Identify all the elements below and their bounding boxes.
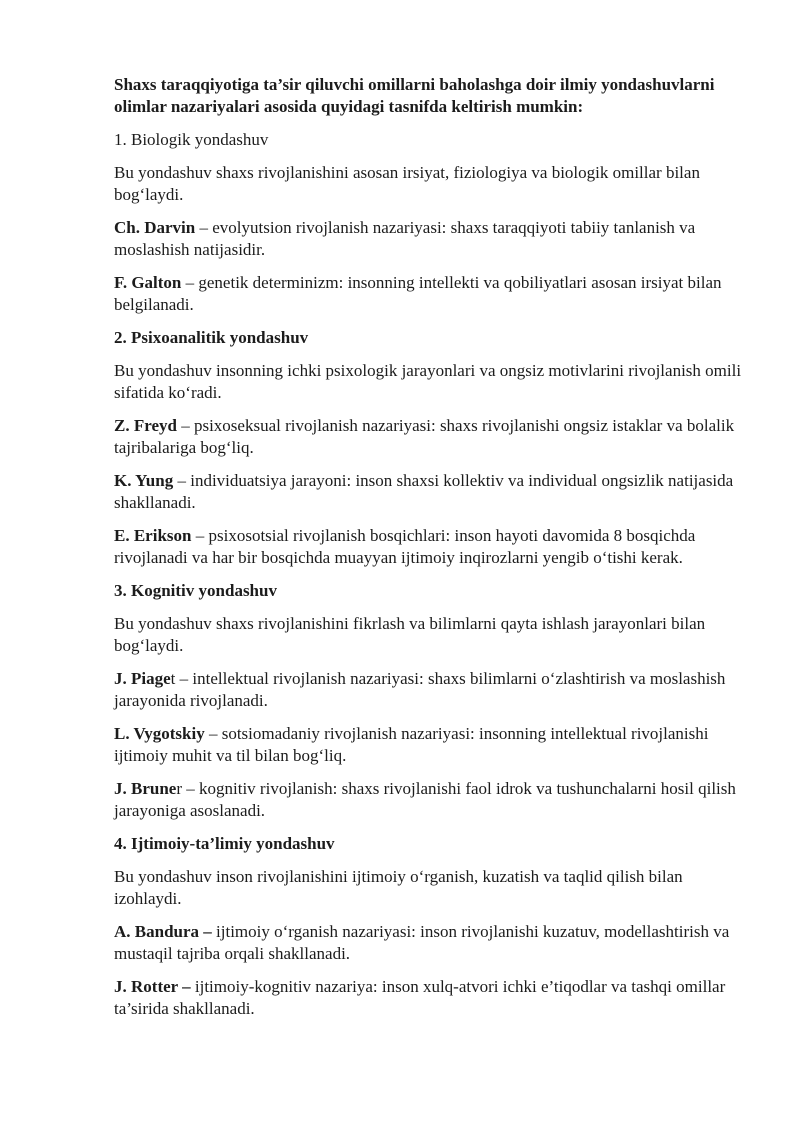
theory-text: – psixosotsial rivojlanish bosqichlari: inson hayoti davomida 8 bosqichda rivojlanadi va har bir bosqichda muayyan ijtimoiy inqirozlarni yengib o‘tishi kerak.: [114, 526, 696, 567]
theorist-name: K. Yung: [114, 471, 174, 490]
theory-text: – psixoseksual rivojlanish nazariyasi: shaxs rivojlanishi ongsiz istaklar va bolalik tajribalariga bog‘liq.: [114, 416, 735, 457]
section-description: Bu yondashuv shaxs rivojlanishini fikrlash va bilimlarni qayta ishlash jarayonlari bilan bog‘laydi.: [114, 614, 706, 655]
theorist-entry: [114, 217, 742, 261]
theory-text: ijtimoiy o‘rganish nazariyasi: inson rivojlanishi kuzatuv, modellashtirish va mustaqil tajriba orqali shakllanadi.: [114, 922, 730, 963]
theory-text: – sotsiomadaniy rivojlanish nazariyasi: insonning intellektual rivojlanishi ijtimoiy muhit va til bilan bog‘liq.: [114, 724, 709, 765]
theorist-name: Z. Freyd: [114, 416, 177, 435]
theorist-entry: [114, 723, 742, 767]
theory-text: – kognitiv rivojlanish: shaxs rivojlanishi faol idrok va tushunchalarni hosil qilish jarayoniga asoslanadi.: [114, 779, 736, 820]
theorist-name: J. Rotter –: [114, 977, 191, 996]
intro-heading: Shaxs taraqqiyotiga ta’sir qiluvchi omillarni baholashga doir ilmiy yondashuvlarni olimlar nazariyalari asosida quyidagi tasnifda keltirish mumkin:: [114, 75, 715, 116]
theorist-name: Ch. Darvin: [114, 218, 196, 237]
theorist-entry: [114, 525, 742, 569]
section-heading: 3. Kognitiv yondashuv: [114, 581, 277, 600]
theorist-entry: [114, 415, 742, 459]
theorist-entry: [114, 668, 742, 712]
theorist-name: E. Erikson: [114, 526, 192, 545]
theorist-name: A. Bandura –: [114, 922, 212, 941]
theorist-name: J. Brune: [114, 779, 177, 798]
theorist-entry: [114, 470, 742, 514]
theory-text: – individuatsiya jarayoni: inson shaxsi kollektiv va individual ongsizlik natijasida shakllanadi.: [114, 471, 734, 512]
theory-text: – evolyutsion rivojlanish nazariyasi: shaxs taraqqiyoti tabiiy tanlanish va moslashish natijasidir.: [114, 218, 696, 259]
theory-text: ijtimoiy-kognitiv nazariya: inson xulq-atvori ichki e’tiqodlar va tashqi omillar ta’sirida shakllanadi.: [114, 977, 726, 1018]
section-description: Bu yondashuv shaxs rivojlanishini asosan irsiyat, fiziologiya va biologik omillar bilan bog‘laydi.: [114, 163, 700, 204]
theorist-name: F. Galton: [114, 273, 182, 292]
theorist-entry: [114, 921, 742, 965]
theory-text: – intellektual rivojlanish nazariyasi: shaxs bilimlarni o‘zlashtirish va moslashish jarayonida rivojlanadi.: [114, 669, 726, 710]
section-heading: 2. Psixoanalitik yondashuv: [114, 328, 309, 347]
theory-text: – genetik determinizm: insonning intellekti va qobiliyatlari asosan irsiyat bilan belgilanadi.: [114, 273, 722, 314]
theorist-name-tail: t: [170, 669, 176, 688]
section-description: Bu yondashuv insonning ichki psixologik jarayonlari va ongsiz motivlarini rivojlanish omili sifatida ko‘radi.: [114, 361, 742, 402]
theorist-entry: [114, 778, 742, 822]
section-description: Bu yondashuv inson rivojlanishini ijtimoiy o‘rganish, kuzatish va taqlid qilish bilan izohlaydi.: [114, 867, 683, 908]
theorist-name: J. Piage: [114, 669, 171, 688]
theorist-entry: [114, 272, 742, 316]
theorist-entry: [114, 976, 742, 1020]
section-heading: 1. Biologik yondashuv: [114, 130, 269, 149]
document-page: [114, 74, 742, 1031]
section-heading: 4. Ijtimoiy-ta’limiy yondashuv: [114, 834, 335, 853]
theorist-name-tail: r: [176, 779, 183, 798]
theorist-name: L. Vygotskiy: [114, 724, 205, 743]
